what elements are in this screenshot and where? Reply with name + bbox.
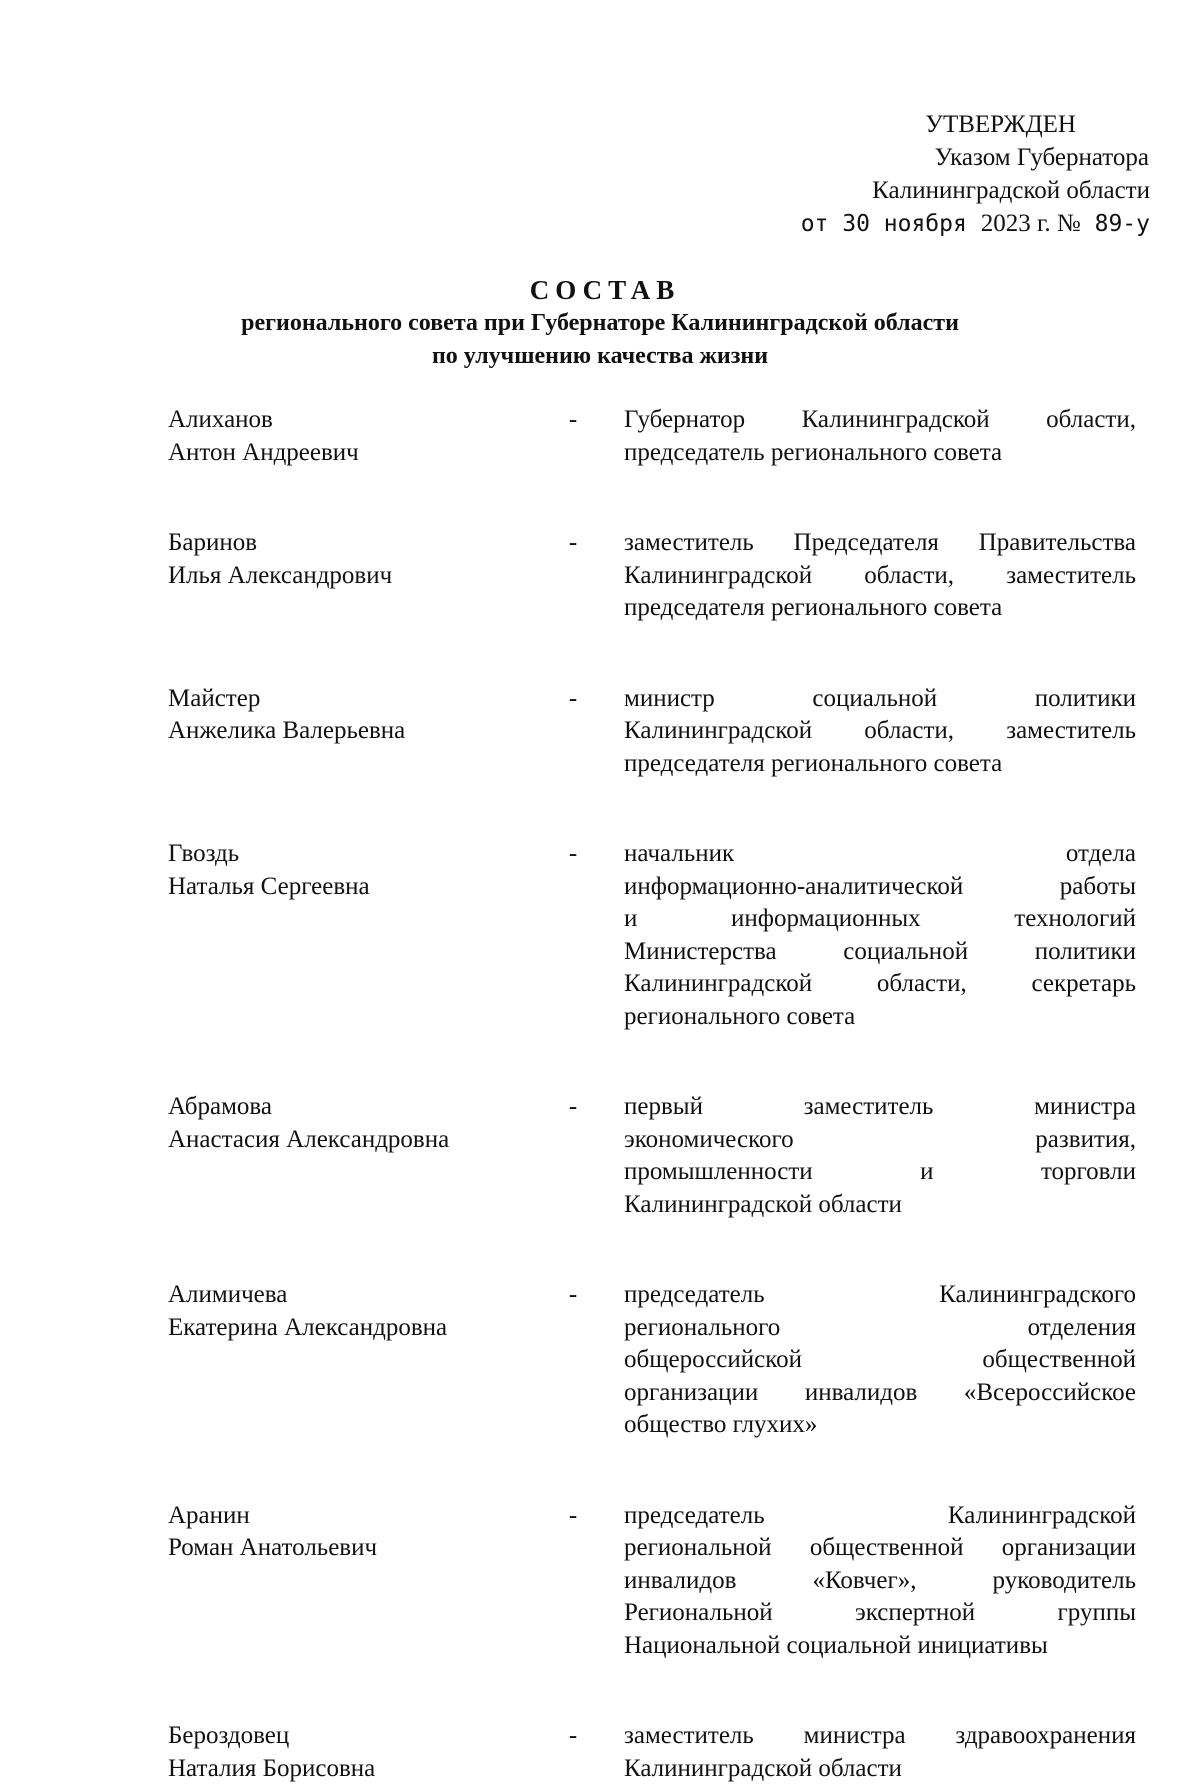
member-row [168, 527, 1136, 625]
member-role-line: Министерства социальной политики [624, 936, 1136, 969]
member-dash: - [538, 683, 608, 781]
approval-region: Калининградской области [650, 174, 1150, 207]
member-dash: - [538, 1091, 608, 1221]
member-row [168, 838, 1136, 1033]
member-role-line: организации инвалидов «Всероссийское [624, 1377, 1136, 1410]
member-name [168, 1500, 538, 1663]
member-name [168, 683, 538, 781]
member-role [624, 1279, 1136, 1442]
approval-date-prefix: от 30 ноября [801, 211, 981, 237]
member-name [168, 1091, 538, 1221]
member-dash: - [538, 1720, 608, 1785]
member-name [168, 527, 538, 625]
member-role-line: регионального совета [624, 1001, 1136, 1034]
member-given-name: Анжелика Валерьевна [168, 715, 538, 748]
member-role-line: председателя регионального совета [624, 592, 1136, 625]
member-surname: Алиханов [168, 404, 538, 437]
member-role-line: председателя регионального совета [624, 748, 1136, 781]
member-role-line: начальник отдела [624, 838, 1136, 871]
member-role [624, 527, 1136, 625]
member-role-line: общероссийской общественной [624, 1344, 1136, 1377]
member-role-line: общество глухих» [624, 1409, 1136, 1442]
member-role-line: Калининградской области, заместитель [624, 715, 1136, 748]
member-role [624, 404, 1136, 469]
member-role-line: и информационных технологий [624, 903, 1136, 936]
approval-date-year: 2023 г. № [981, 210, 1081, 237]
member-row [168, 1500, 1136, 1663]
approval-decree: Указом Губернатора [650, 141, 1150, 174]
member-role-line: Калининградской области [624, 1753, 1136, 1785]
member-row [168, 1091, 1136, 1221]
member-given-name: Илья Александрович [168, 560, 538, 593]
member-role-line: заместитель министра здравоохранения [624, 1720, 1136, 1753]
member-row [168, 683, 1136, 781]
member-surname: Аранин [168, 1500, 538, 1533]
member-dash: - [538, 1279, 608, 1442]
member-dash: - [538, 404, 608, 469]
member-role-line: инвалидов «Ковчег», руководитель [624, 1565, 1136, 1598]
approval-date [650, 207, 1150, 241]
member-role-line: региональной общественной организации [624, 1532, 1136, 1565]
member-row [168, 404, 1136, 469]
member-given-name: Антон Андреевич [168, 437, 538, 470]
heading-title: СОСТАВ [10, 273, 1200, 307]
member-role-line: заместитель Председателя Правительства [624, 527, 1136, 560]
member-role-line: Губернатор Калининградской области, [624, 404, 1136, 437]
approval-date-number: 89-у [1081, 211, 1150, 237]
member-surname: Абрамова [168, 1091, 538, 1124]
member-role [624, 683, 1136, 781]
member-name [168, 1279, 538, 1442]
member-role [624, 1720, 1136, 1785]
member-role-line: Калининградской области, секретарь [624, 968, 1136, 1001]
member-dash: - [538, 1500, 608, 1663]
member-row [168, 1279, 1136, 1442]
heading-subtitle-line2: по улучшению качества жизни [0, 340, 1200, 373]
member-role-line: министр социальной политики [624, 683, 1136, 716]
member-surname: Гвоздь [168, 838, 538, 871]
member-role-line: промышленности и торговли [624, 1156, 1136, 1189]
member-role [624, 1500, 1136, 1663]
member-role [624, 1091, 1136, 1221]
member-dash: - [538, 838, 608, 1033]
member-surname: Баринов [168, 527, 538, 560]
member-role-line: Калининградской области, заместитель [624, 560, 1136, 593]
document-heading [0, 273, 1200, 373]
member-role-line: председатель Калининградской [624, 1500, 1136, 1533]
heading-subtitle-line1: регионального совета при Губернаторе Калининградской области [0, 307, 1200, 340]
member-given-name: Наталья Сергеевна [168, 871, 538, 904]
member-surname: Алимичева [168, 1279, 538, 1312]
approval-title: УТВЕРЖДЕН [650, 108, 1150, 141]
member-name [168, 1720, 538, 1785]
member-role-line: регионального отделения [624, 1312, 1136, 1345]
member-role-line: экономического развития, [624, 1124, 1136, 1157]
approval-stamp [650, 108, 1150, 241]
member-surname: Майстер [168, 683, 538, 716]
member-role-line: Региональной экспертной группы [624, 1597, 1136, 1630]
members-list [168, 404, 1136, 1785]
member-name [168, 404, 538, 469]
member-role [624, 838, 1136, 1033]
member-name [168, 838, 538, 1033]
member-dash: - [538, 527, 608, 625]
member-given-name: Анастасия Александровна [168, 1124, 538, 1157]
member-role-line: Калининградской области [624, 1189, 1136, 1222]
member-role-line: Национальной социальной инициативы [624, 1630, 1136, 1663]
member-given-name: Роман Анатольевич [168, 1532, 538, 1565]
member-role-line: информационно-аналитической работы [624, 871, 1136, 904]
member-role-line: первый заместитель министра [624, 1091, 1136, 1124]
member-role-line: председатель регионального совета [624, 437, 1136, 470]
member-role-line: председатель Калининградского [624, 1279, 1136, 1312]
member-given-name: Екатерина Александровна [168, 1312, 538, 1345]
member-given-name: Наталия Борисовна [168, 1753, 538, 1785]
member-row [168, 1720, 1136, 1785]
member-surname: Бероздовец [168, 1720, 538, 1753]
